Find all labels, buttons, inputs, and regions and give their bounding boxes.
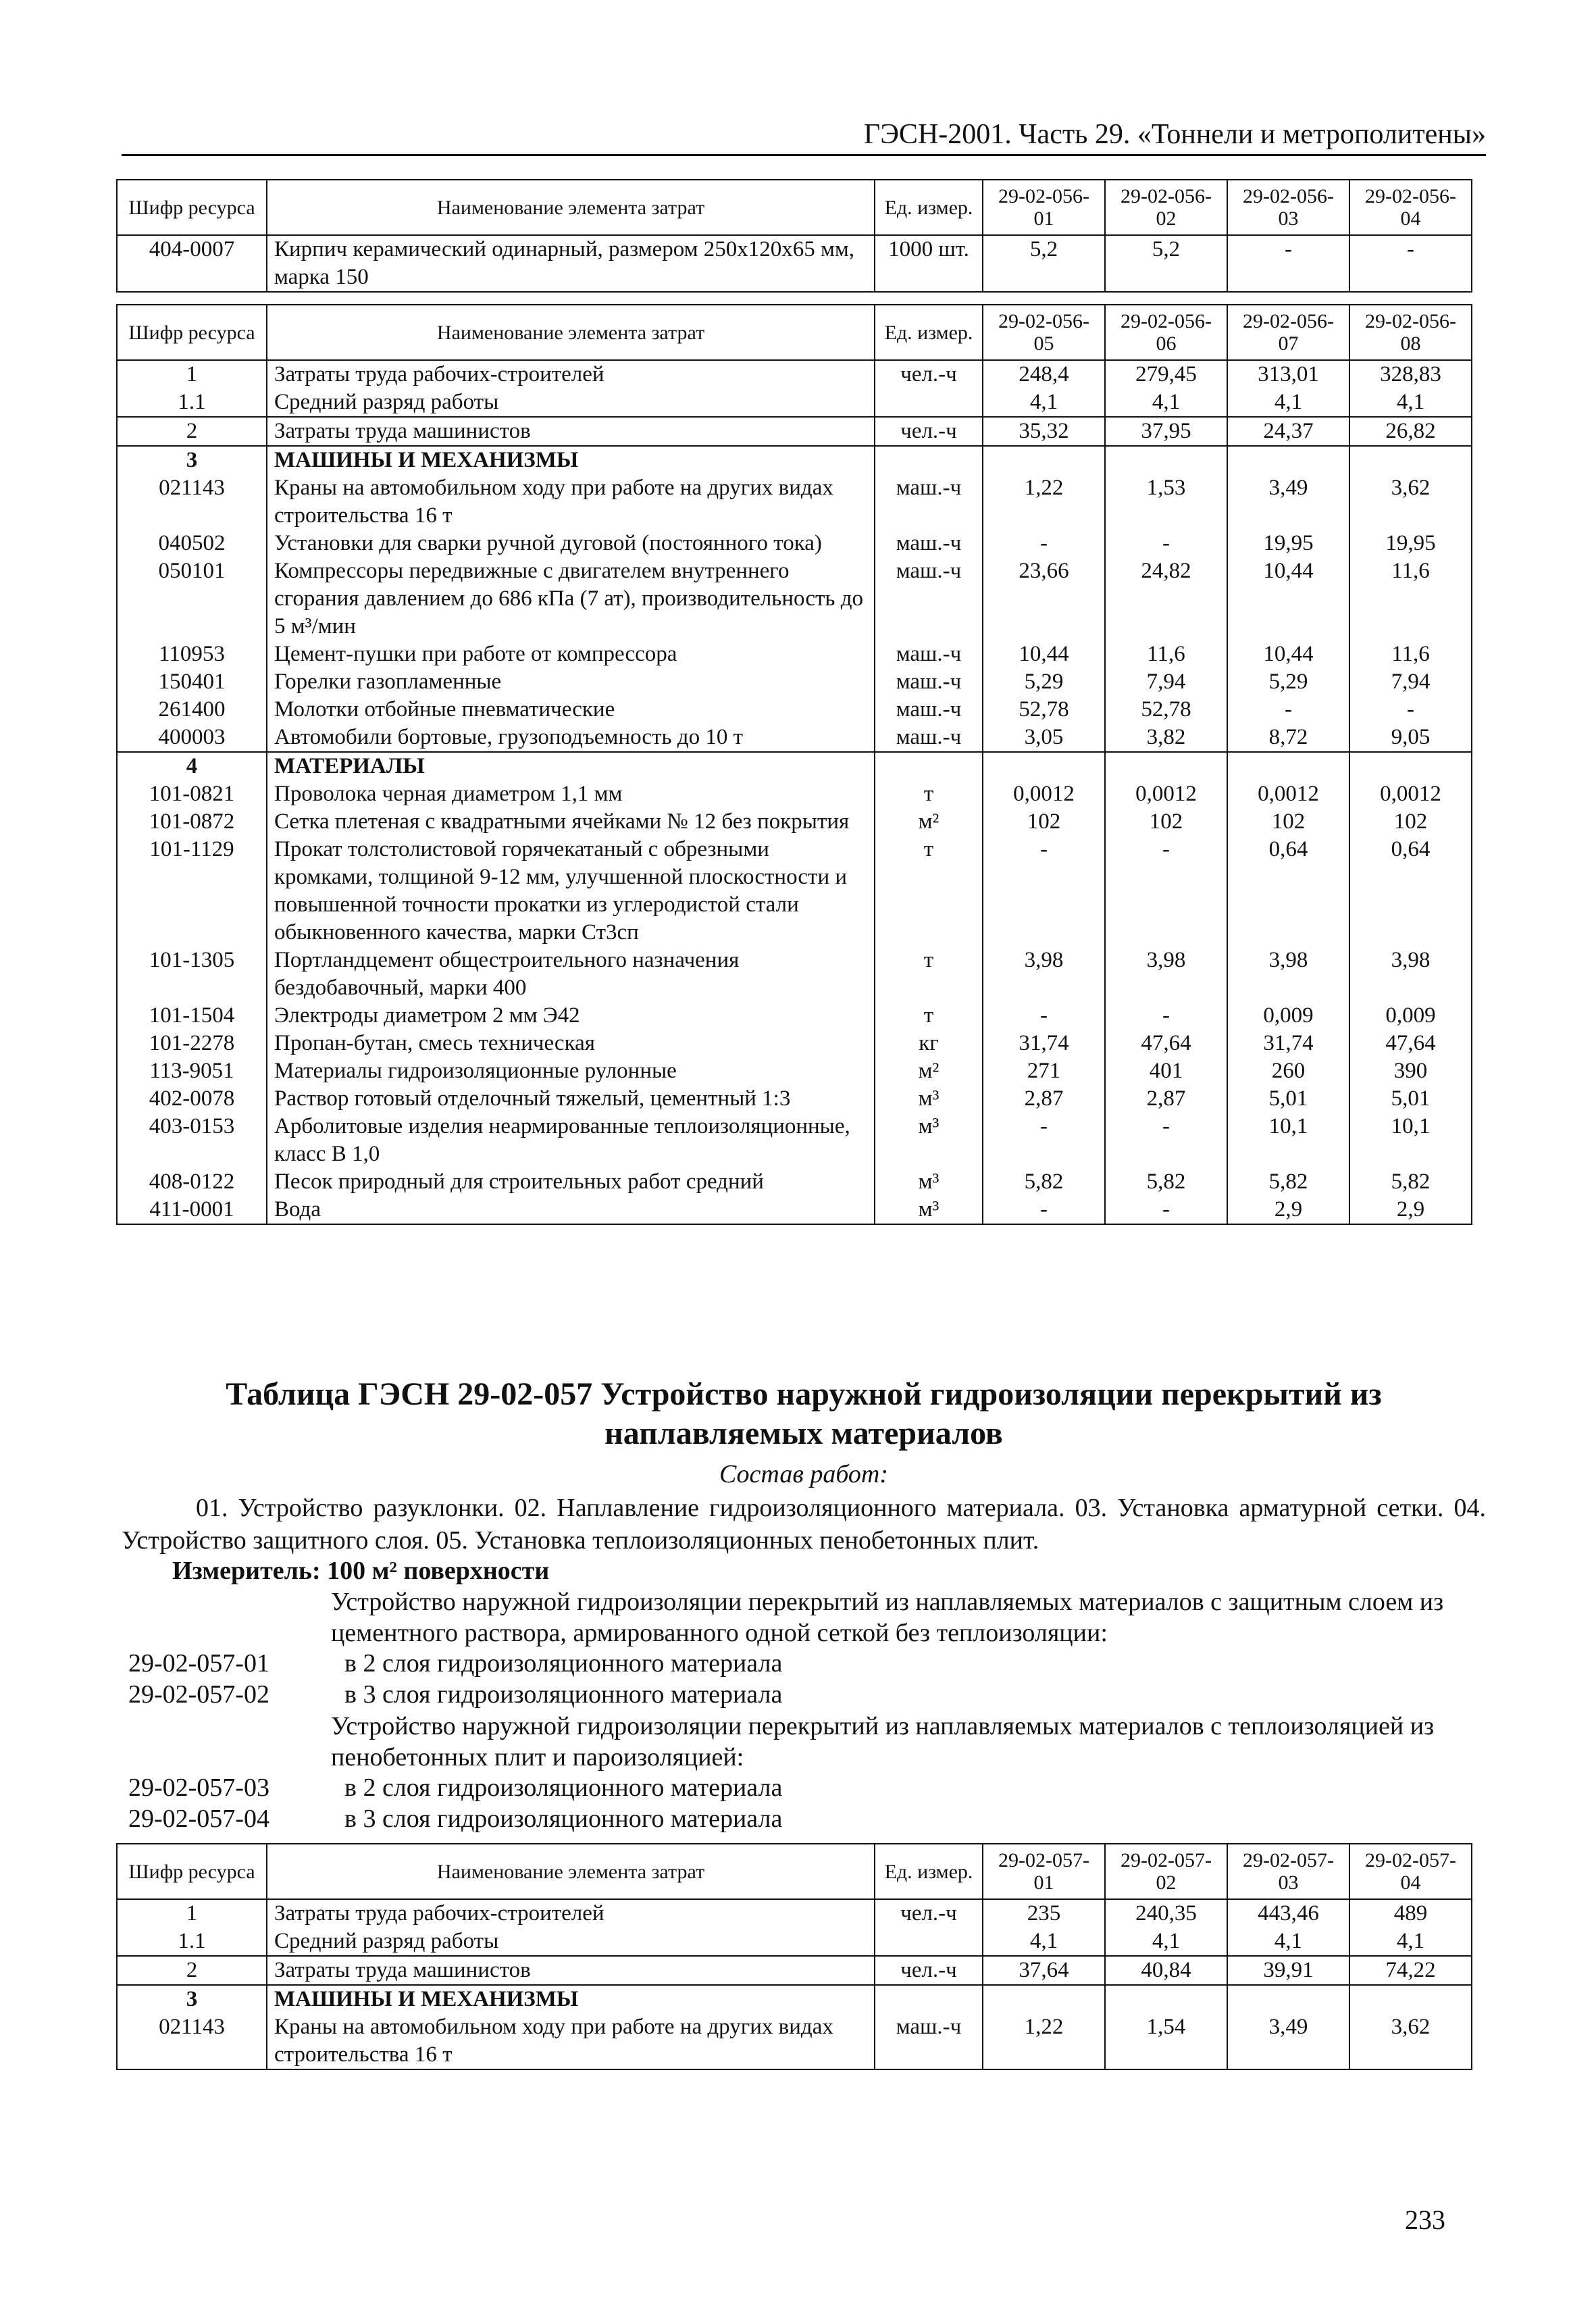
cost-element-name: Раствор готовый отделочный тяжелый, цементный 1:3 bbox=[267, 1085, 875, 1113]
norm-value: 4,1 bbox=[1227, 1928, 1349, 1956]
norm-value: 4,1 bbox=[983, 388, 1105, 417]
table-row bbox=[117, 780, 1472, 808]
norm-value: 40,84 bbox=[1105, 1956, 1227, 1985]
norm-value: 7,94 bbox=[1349, 668, 1472, 696]
resource-code: 1.1 bbox=[117, 388, 267, 417]
resource-code: 101-1504 bbox=[117, 1002, 267, 1030]
unit-of-measure: м³ bbox=[875, 1085, 983, 1113]
header-unit: Ед. измер. bbox=[875, 1844, 983, 1899]
norm-value: 4,1 bbox=[1105, 388, 1227, 417]
table-row bbox=[117, 1928, 1472, 1956]
unit-of-measure bbox=[875, 1928, 983, 1956]
norm-value: 443,46 bbox=[1227, 1899, 1349, 1928]
norm-value: 5,82 bbox=[983, 1168, 1105, 1196]
norm-value: 4,1 bbox=[1349, 388, 1472, 417]
norm-value: 0,0012 bbox=[1105, 780, 1227, 808]
variant-code: 29-02-057-02 bbox=[128, 1680, 269, 1709]
norm-value bbox=[1227, 1985, 1349, 2013]
table-row bbox=[117, 1085, 1472, 1113]
cost-element-name: Затраты труда машинистов bbox=[267, 1956, 875, 1985]
running-title: ГЭСН-2001. Часть 29. «Тоннели и метрополитены» bbox=[863, 119, 1486, 150]
norm-value: 3,98 bbox=[1349, 947, 1472, 1002]
norm-value: 47,64 bbox=[1105, 1030, 1227, 1057]
header-norm-code: 29-02-056-01 bbox=[983, 180, 1105, 235]
table-header-row bbox=[117, 180, 1472, 235]
norm-value: 240,35 bbox=[1105, 1899, 1227, 1928]
resource-code: 3 bbox=[117, 1985, 267, 2013]
table-row bbox=[117, 1002, 1472, 1030]
norm-value: 1,53 bbox=[1105, 474, 1227, 530]
norm-value: 7,94 bbox=[1105, 668, 1227, 696]
table-row bbox=[117, 1899, 1472, 1928]
cost-element-name: Горелки газопламенные bbox=[267, 668, 875, 696]
header-norm-code: 29-02-057-04 bbox=[1349, 1844, 1472, 1899]
norm-value: 3,82 bbox=[1105, 724, 1227, 752]
norm-value: 279,45 bbox=[1105, 360, 1227, 388]
resource-code: 408-0122 bbox=[117, 1168, 267, 1196]
norm-value: 10,1 bbox=[1227, 1113, 1349, 1168]
table-row bbox=[117, 1985, 1472, 2013]
norm-value: - bbox=[1105, 1113, 1227, 1168]
header-norm-code: 29-02-057-02 bbox=[1105, 1844, 1227, 1899]
norm-value: - bbox=[1105, 836, 1227, 947]
norm-value: 2,9 bbox=[1349, 1196, 1472, 1224]
resource-code: 404-0007 bbox=[117, 235, 267, 292]
norm-value bbox=[1105, 446, 1227, 474]
variant-group-description-1: Устройство наружной гидроизоляции перекрытий из наплавляемых материалов с защитным слоем из цементного раствора, армированного одной сеткой без теплоизоляции: bbox=[331, 1588, 1444, 1647]
resource-code: 261400 bbox=[117, 696, 267, 724]
cost-element-name: Сетка плетеная с квадратными ячейками № 12 без покрытия bbox=[267, 808, 875, 836]
table-row bbox=[117, 1956, 1472, 1985]
resource-code: 050101 bbox=[117, 557, 267, 640]
cost-element-name: Автомобили бортовые, грузоподъемность до 10 т bbox=[267, 724, 875, 752]
norm-value: 102 bbox=[983, 808, 1105, 836]
unit-of-measure bbox=[875, 446, 983, 474]
table-row bbox=[117, 1196, 1472, 1224]
norm-value: 102 bbox=[1227, 808, 1349, 836]
cost-element-name: Средний разряд работы bbox=[267, 1928, 875, 1956]
estimate-table-057 bbox=[116, 1843, 1472, 2070]
norm-value: 401 bbox=[1105, 1057, 1227, 1085]
table-row bbox=[117, 1113, 1472, 1168]
unit-of-measure: чел.-ч bbox=[875, 360, 983, 388]
unit-of-measure bbox=[875, 388, 983, 417]
table-row bbox=[117, 1168, 1472, 1196]
norm-value: 24,37 bbox=[1227, 417, 1349, 446]
norm-value: - bbox=[1105, 530, 1227, 557]
norm-value: 10,1 bbox=[1349, 1113, 1472, 1168]
norm-value: - bbox=[983, 1113, 1105, 1168]
table-row bbox=[117, 2013, 1472, 2069]
norm-value: - bbox=[1105, 1196, 1227, 1224]
norm-value: 0,009 bbox=[1349, 1002, 1472, 1030]
norm-value bbox=[1349, 752, 1472, 780]
table-row bbox=[117, 640, 1472, 668]
resource-code: 4 bbox=[117, 752, 267, 780]
norm-value: 4,1 bbox=[983, 1928, 1105, 1956]
norm-value bbox=[1227, 752, 1349, 780]
norm-value: 74,22 bbox=[1349, 1956, 1472, 1985]
resource-code: 411-0001 bbox=[117, 1196, 267, 1224]
page-number: 233 bbox=[1405, 2205, 1445, 2235]
header-norm-code: 29-02-057-01 bbox=[983, 1844, 1105, 1899]
norm-value: 0,009 bbox=[1227, 1002, 1349, 1030]
cost-element-name: Установки для сварки ручной дуговой (постоянного тока) bbox=[267, 530, 875, 557]
resource-code: 1 bbox=[117, 1899, 267, 1928]
cost-element-name: Молотки отбойные пневматические bbox=[267, 696, 875, 724]
cost-element-name: Краны на автомобильном ходу при работе на других видах строительства 16 т bbox=[267, 474, 875, 530]
header-code: Шифр ресурса bbox=[117, 180, 267, 235]
norm-value: - bbox=[983, 836, 1105, 947]
table-row bbox=[117, 360, 1472, 388]
estimate-table-056-05-08 bbox=[116, 304, 1472, 1225]
cost-element-name: Затраты труда машинистов bbox=[267, 417, 875, 446]
resource-code: 101-1129 bbox=[117, 836, 267, 947]
norm-value: 19,95 bbox=[1227, 530, 1349, 557]
norm-value: 5,82 bbox=[1105, 1168, 1227, 1196]
table-row bbox=[117, 557, 1472, 640]
unit-of-measure: чел.-ч bbox=[875, 417, 983, 446]
cost-element-name: Затраты труда рабочих-строителей bbox=[267, 1899, 875, 1928]
header-norm-code: 29-02-057-03 bbox=[1227, 1844, 1349, 1899]
cost-element-name: Электроды диаметром 2 мм Э42 bbox=[267, 1002, 875, 1030]
unit-of-measure: м³ bbox=[875, 1113, 983, 1168]
resource-code: 1 bbox=[117, 360, 267, 388]
cost-element-name: Краны на автомобильном ходу при работе на других видах строительства 16 т bbox=[267, 2013, 875, 2069]
norm-value: 3,62 bbox=[1349, 2013, 1472, 2069]
norm-value: 31,74 bbox=[1227, 1030, 1349, 1057]
unit-of-measure: маш.-ч bbox=[875, 724, 983, 752]
norm-value: 37,64 bbox=[983, 1956, 1105, 1985]
unit-of-measure: кг bbox=[875, 1030, 983, 1057]
table-row bbox=[117, 1030, 1472, 1057]
norm-value: 3,98 bbox=[1227, 947, 1349, 1002]
norm-value: 2,87 bbox=[983, 1085, 1105, 1113]
norm-value: 0,64 bbox=[1227, 836, 1349, 947]
unit-of-measure: т bbox=[875, 947, 983, 1002]
header-norm-code: 29-02-056-07 bbox=[1227, 305, 1349, 360]
header-unit: Ед. измер. bbox=[875, 305, 983, 360]
norm-value: 5,82 bbox=[1349, 1168, 1472, 1196]
norm-value: 11,6 bbox=[1349, 640, 1472, 668]
norm-value: 5,29 bbox=[983, 668, 1105, 696]
resource-code: 402-0078 bbox=[117, 1085, 267, 1113]
norm-value: 489 bbox=[1349, 1899, 1472, 1928]
resource-code: 403-0153 bbox=[117, 1113, 267, 1168]
header-name: Наименование элемента затрат bbox=[267, 180, 875, 235]
cost-element-name: МАТЕРИАЛЫ bbox=[267, 752, 875, 780]
norm-value: 102 bbox=[1105, 808, 1227, 836]
table-row bbox=[117, 947, 1472, 1002]
header-norm-code: 29-02-056-02 bbox=[1105, 180, 1227, 235]
unit-of-measure: м³ bbox=[875, 1168, 983, 1196]
norm-value: 24,82 bbox=[1105, 557, 1227, 640]
norm-value: 1,54 bbox=[1105, 2013, 1227, 2069]
cost-element-name: Материалы гидроизоляционные рулонные bbox=[267, 1057, 875, 1085]
resource-code: 2 bbox=[117, 1956, 267, 1985]
header-code: Шифр ресурса bbox=[117, 1844, 267, 1899]
unit-of-measure: чел.-ч bbox=[875, 1956, 983, 1985]
norm-value: 0,0012 bbox=[1227, 780, 1349, 808]
cost-element-name: Средний разряд работы bbox=[267, 388, 875, 417]
unit-of-measure: маш.-ч bbox=[875, 2013, 983, 2069]
unit-of-measure: маш.-ч bbox=[875, 668, 983, 696]
table-row bbox=[117, 836, 1472, 947]
norm-value: 328,83 bbox=[1349, 360, 1472, 388]
norm-value: 5,82 bbox=[1227, 1168, 1349, 1196]
norm-value: 2,9 bbox=[1227, 1196, 1349, 1224]
variant-code: 29-02-057-04 bbox=[128, 1805, 269, 1833]
header-name: Наименование элемента затрат bbox=[267, 305, 875, 360]
norm-value: 5,01 bbox=[1349, 1085, 1472, 1113]
unit-of-measure: м² bbox=[875, 808, 983, 836]
norm-value: 26,82 bbox=[1349, 417, 1472, 446]
header-name: Наименование элемента затрат bbox=[267, 1844, 875, 1899]
norm-value bbox=[983, 752, 1105, 780]
unit-of-measure: т bbox=[875, 780, 983, 808]
unit-of-measure bbox=[875, 752, 983, 780]
unit-of-measure bbox=[875, 1985, 983, 2013]
norm-value: 10,44 bbox=[1227, 640, 1349, 668]
variant-text: в 3 слоя гидроизоляционного материала bbox=[344, 1680, 783, 1709]
unit-of-measure: м² bbox=[875, 1057, 983, 1085]
resource-code: 021143 bbox=[117, 474, 267, 530]
resource-code: 101-0872 bbox=[117, 808, 267, 836]
header-norm-code: 29-02-056-08 bbox=[1349, 305, 1472, 360]
table-row bbox=[117, 668, 1472, 696]
norm-value: 31,74 bbox=[983, 1030, 1105, 1057]
norm-value bbox=[1105, 1985, 1227, 2013]
table-row bbox=[117, 417, 1472, 446]
table-row bbox=[117, 696, 1472, 724]
resource-code: 3 bbox=[117, 446, 267, 474]
header-norm-code: 29-02-056-06 bbox=[1105, 305, 1227, 360]
unit-of-measure: маш.-ч bbox=[875, 640, 983, 668]
norm-value: 4,1 bbox=[1105, 1928, 1227, 1956]
norm-value: 47,64 bbox=[1349, 1030, 1472, 1057]
cost-element-name: Компрессоры передвижные с двигателем внутреннего сгорания давлением до 686 кПа (7 ат), производительность до 5 м³/мин bbox=[267, 557, 875, 640]
resource-code: 400003 bbox=[117, 724, 267, 752]
cost-element-name: Пропан-бутан, смесь техническая bbox=[267, 1030, 875, 1057]
norm-value: 1,22 bbox=[983, 474, 1105, 530]
resource-code: 101-1305 bbox=[117, 947, 267, 1002]
cost-element-name: Песок природный для строительных работ средний bbox=[267, 1168, 875, 1196]
norm-value: 248,4 bbox=[983, 360, 1105, 388]
measurement-unit: Измеритель: 100 м² поверхности bbox=[172, 1557, 550, 1585]
cost-element-name: Цемент-пушки при работе от компрессора bbox=[267, 640, 875, 668]
norm-value: 3,49 bbox=[1227, 2013, 1349, 2069]
table-row bbox=[117, 1057, 1472, 1085]
variant-code: 29-02-057-03 bbox=[128, 1774, 269, 1802]
cost-element-name: Портландцемент общестроительного назначения бездобавочный, марки 400 bbox=[267, 947, 875, 1002]
variant-code: 29-02-057-01 bbox=[128, 1649, 269, 1678]
norm-value: 9,05 bbox=[1349, 724, 1472, 752]
norm-value: 1,22 bbox=[983, 2013, 1105, 2069]
unit-of-measure: чел.-ч bbox=[875, 1899, 983, 1928]
variant-text: в 2 слоя гидроизоляционного материала bbox=[344, 1774, 783, 1802]
table-header-row bbox=[117, 1844, 1472, 1899]
estimate-table-056-01-04 bbox=[116, 179, 1472, 293]
norm-value: 37,95 bbox=[1105, 417, 1227, 446]
cost-element-name: Арболитовые изделия неармированные теплоизоляционные, класс В 1,0 bbox=[267, 1113, 875, 1168]
header-norm-code: 29-02-056-03 bbox=[1227, 180, 1349, 235]
norm-value: 0,0012 bbox=[983, 780, 1105, 808]
norm-value: - bbox=[983, 1002, 1105, 1030]
table-row bbox=[117, 752, 1472, 780]
table-row bbox=[117, 724, 1472, 752]
norm-value: 3,49 bbox=[1227, 474, 1349, 530]
norm-value: 52,78 bbox=[1105, 696, 1227, 724]
norm-value: 8,72 bbox=[1227, 724, 1349, 752]
norm-value: 2,87 bbox=[1105, 1085, 1227, 1113]
norm-value: 5,2 bbox=[1105, 235, 1227, 292]
norm-value: 235 bbox=[983, 1899, 1105, 1928]
norm-value: - bbox=[983, 530, 1105, 557]
norm-value: - bbox=[1227, 235, 1349, 292]
cost-element-name: Кирпич керамический одинарный, размером 250x120x65 мм, марка 150 bbox=[267, 235, 875, 292]
unit-of-measure: т bbox=[875, 836, 983, 947]
cost-element-name: Прокат толстолистовой горячекатаный с обрезными кромками, толщиной 9-12 мм, улучшенной плоскостности и повышенной точности прокатки из углеродистой стали обыкновенного качества, марки Ст3сп bbox=[267, 836, 875, 947]
norm-value: 19,95 bbox=[1349, 530, 1472, 557]
norm-value: 10,44 bbox=[1227, 557, 1349, 640]
unit-of-measure: 1000 шт. bbox=[875, 235, 983, 292]
resource-code: 101-2278 bbox=[117, 1030, 267, 1057]
cost-element-name: МАШИНЫ И МЕХАНИЗМЫ bbox=[267, 446, 875, 474]
norm-value bbox=[1349, 446, 1472, 474]
cost-element-name: Проволока черная диаметром 1,1 мм bbox=[267, 780, 875, 808]
norm-value bbox=[1227, 446, 1349, 474]
norm-value: 102 bbox=[1349, 808, 1472, 836]
norm-value: 4,1 bbox=[1349, 1928, 1472, 1956]
table-row bbox=[117, 446, 1472, 474]
norm-value: 35,32 bbox=[983, 417, 1105, 446]
norm-value: 4,1 bbox=[1227, 388, 1349, 417]
norm-value: - bbox=[1349, 235, 1472, 292]
header-norm-code: 29-02-056-04 bbox=[1349, 180, 1472, 235]
variant-text: в 2 слоя гидроизоляционного материала bbox=[344, 1649, 783, 1678]
norm-value: 3,98 bbox=[1105, 947, 1227, 1002]
norm-value: 3,05 bbox=[983, 724, 1105, 752]
norm-value: - bbox=[1227, 696, 1349, 724]
norm-value: 10,44 bbox=[983, 640, 1105, 668]
variant-group-description-2: Устройство наружной гидроизоляции перекрытий из наплавляемых материалов с теплоизоляцией из пенобетонных плит и пароизоляцией: bbox=[331, 1712, 1435, 1771]
unit-of-measure: маш.-ч bbox=[875, 474, 983, 530]
header-norm-code: 29-02-056-05 bbox=[983, 305, 1105, 360]
norm-value: 5,01 bbox=[1227, 1085, 1349, 1113]
resource-code: 040502 bbox=[117, 530, 267, 557]
norm-value: 52,78 bbox=[983, 696, 1105, 724]
norm-value: 3,62 bbox=[1349, 474, 1472, 530]
norm-value: 260 bbox=[1227, 1057, 1349, 1085]
table-row bbox=[117, 808, 1472, 836]
norm-value bbox=[1105, 752, 1227, 780]
table-row bbox=[117, 474, 1472, 530]
resource-code: 021143 bbox=[117, 2013, 267, 2069]
norm-value: - bbox=[1105, 1002, 1227, 1030]
unit-of-measure: м³ bbox=[875, 1196, 983, 1224]
unit-of-measure: маш.-ч bbox=[875, 530, 983, 557]
cost-element-name: Затраты труда рабочих-строителей bbox=[267, 360, 875, 388]
norm-value: 5,2 bbox=[983, 235, 1105, 292]
resource-code: 2 bbox=[117, 417, 267, 446]
norm-value: 3,98 bbox=[983, 947, 1105, 1002]
cost-element-name: Вода bbox=[267, 1196, 875, 1224]
header-rule bbox=[122, 154, 1486, 156]
resource-code: 113-9051 bbox=[117, 1057, 267, 1085]
resource-code: 101-0821 bbox=[117, 780, 267, 808]
unit-of-measure: маш.-ч bbox=[875, 696, 983, 724]
norm-value: - bbox=[1349, 696, 1472, 724]
norm-value: 0,64 bbox=[1349, 836, 1472, 947]
work-composition-text: 01. Устройство разуклонки. 02. Наплавление гидроизоляционного материала. 03. Установка арматурной сетки. 04. Устройство защитного слоя. 05. Установка теплоизоляционных пенобетонных плит. bbox=[122, 1494, 1486, 1555]
norm-value: 0,0012 bbox=[1349, 780, 1472, 808]
norm-value: - bbox=[983, 1196, 1105, 1224]
norm-value bbox=[1349, 1985, 1472, 2013]
table-row bbox=[117, 235, 1472, 292]
work-composition-heading: Состав работ: bbox=[719, 1460, 889, 1488]
table-header-row bbox=[117, 305, 1472, 360]
resource-code: 110953 bbox=[117, 640, 267, 668]
unit-of-measure: т bbox=[875, 1002, 983, 1030]
norm-value: 11,6 bbox=[1105, 640, 1227, 668]
norm-value: 23,66 bbox=[983, 557, 1105, 640]
header-unit: Ед. измер. bbox=[875, 180, 983, 235]
cost-element-name: МАШИНЫ И МЕХАНИЗМЫ bbox=[267, 1985, 875, 2013]
norm-value bbox=[983, 446, 1105, 474]
resource-code: 1.1 bbox=[117, 1928, 267, 1956]
section-title: Таблица ГЭСН 29-02-057 Устройство наружной гидроизоляции перекрытий из наплавляемых материалов bbox=[226, 1376, 1382, 1451]
resource-code: 150401 bbox=[117, 668, 267, 696]
unit-of-measure: маш.-ч bbox=[875, 557, 983, 640]
table-row bbox=[117, 388, 1472, 417]
header-code: Шифр ресурса bbox=[117, 305, 267, 360]
norm-value: 5,29 bbox=[1227, 668, 1349, 696]
norm-value: 39,91 bbox=[1227, 1956, 1349, 1985]
norm-value: 271 bbox=[983, 1057, 1105, 1085]
norm-value bbox=[983, 1985, 1105, 2013]
norm-value: 11,6 bbox=[1349, 557, 1472, 640]
variant-text: в 3 слоя гидроизоляционного материала bbox=[344, 1805, 783, 1833]
norm-value: 313,01 bbox=[1227, 360, 1349, 388]
table-row bbox=[117, 530, 1472, 557]
norm-value: 390 bbox=[1349, 1057, 1472, 1085]
